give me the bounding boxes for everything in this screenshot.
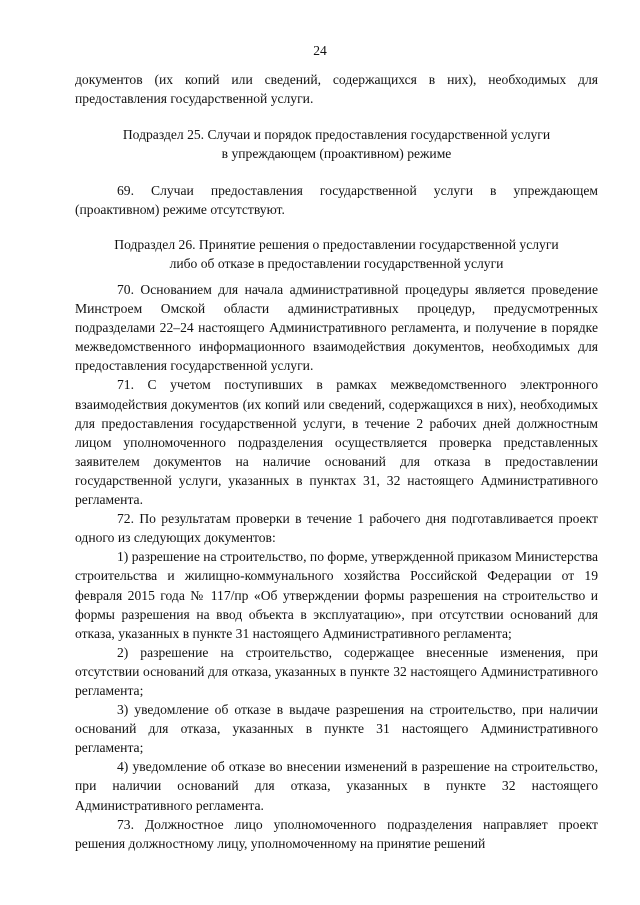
subsection-25-heading — [75, 125, 598, 163]
subsection-26-heading — [75, 235, 598, 273]
paragraph-72-item-4: 4) уведомление об отказе во внесении изменений в разрешение на строительство, при наличии оснований для отказа, указанных в пункте 32 настоящего Административного регламента. — [75, 759, 598, 813]
subsection-25-line2: в упреждающем (проактивном) режиме — [221, 146, 452, 162]
paragraph-73: 73. Должностное лицо уполномоченного подразделения направляет проект решения должностному лицу, уполномоченному на принятие решений — [75, 816, 598, 851]
page-number: 24 — [313, 43, 327, 58]
subsection-26-line2: либо об отказе в предоставлении государственной услуги — [169, 256, 504, 272]
continuation-text — [75, 70, 598, 108]
paragraph-72-item-3: 3) уведомление об отказе в выдаче разрешения на строительство, при наличии оснований для отказа, указанных в пункте 31 настоящего Административного регламента; — [75, 702, 598, 756]
paragraph-69-block — [75, 181, 598, 219]
subsection-26-line1: Подраздел 26. Принятие решения о предоставлении государственной услуги — [114, 237, 559, 252]
subsection-25-line1: Подраздел 25. Случаи и порядок предоставления государственной услуги — [122, 127, 551, 142]
paragraph-71: 71. С учетом поступивших в рамках межведомственного электронного взаимодействия документов (их копий или сведений, содержащихся в них), необходимых для предоставления государственной услуги, в течение 2 рабочих дней должностным лицом уполномоченного подразделения осуществляется проверка представленных заявителем документов на наличие оснований для отказа в предоставлении государственной услуги, указанных в пунктах 31, 32 настоящего Административного регламента. — [75, 377, 598, 508]
paragraph-70: 70. Основанием для начала административной процедуры является проведение Минстроем Омской области административных процедур, предусмотренных подразделами 22–24 настоящего Административного регламента, и получение в порядке межведомственного информационного взаимодействия документов, необходимых для предоставления государственной услуги. — [75, 282, 598, 374]
paragraph-72: 72. По результатам проверки в течение 1 рабочего дня подготавливается проект одного из следующих документов: — [75, 511, 598, 546]
paragraph-continuation: документов (их копий или сведений, содержащихся в них), необходимых для предоставления государственной услуги. — [75, 72, 598, 107]
paragraph-72-item-2: 2) разрешение на строительство, содержащее внесенные изменения, при отсутствии оснований для отказа, указанных в пункте 32 настоящего Административного регламента; — [75, 644, 598, 698]
paragraph-72-item-1: 1) разрешение на строительство, по форме, утвержденной приказом Министерства строительства и жилищно-коммунального хозяйства Российской Федерации от 19 февраля 2015 года № 117/пр «Об утверждении формы разрешения на строительство и формы разрешения на ввод объекта в эксплуатацию», при отсутствии оснований для отказа, указанных в пункте 31 настоящего Административного регламента; — [75, 549, 598, 641]
paragraph-69: 69. Случаи предоставления государственной услуги в упреждающем (проактивном) режиме отсутствуют. — [75, 183, 598, 218]
main-body — [75, 280, 598, 853]
